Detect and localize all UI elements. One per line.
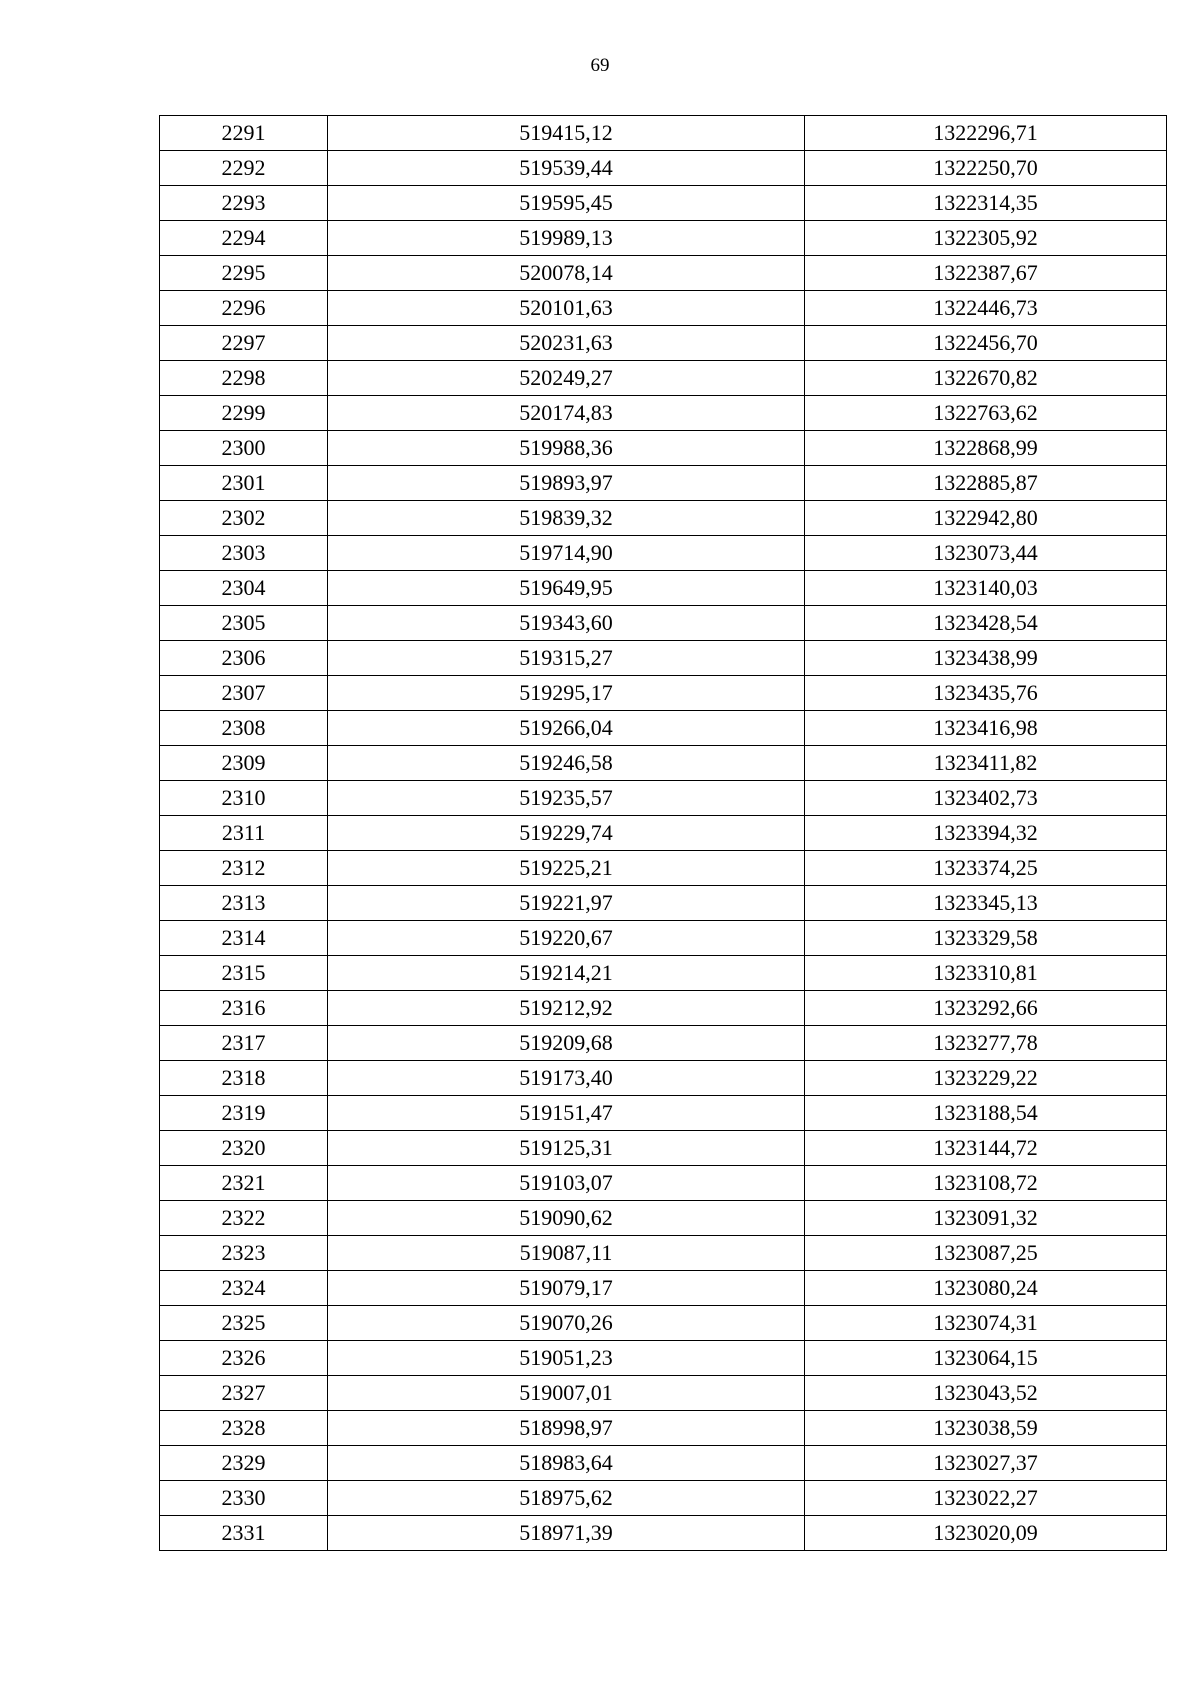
table-row	[160, 746, 1167, 781]
table-row	[160, 886, 1167, 921]
point-number-cell: 2298	[160, 361, 328, 396]
point-number-cell: 2326	[160, 1341, 328, 1376]
table-row	[160, 1306, 1167, 1341]
table-row	[160, 291, 1167, 326]
x-coordinate-cell: 519649,95	[328, 571, 805, 606]
table-row	[160, 816, 1167, 851]
y-coordinate-cell: 1323438,99	[805, 641, 1167, 676]
point-number-cell: 2303	[160, 536, 328, 571]
x-coordinate-cell: 519539,44	[328, 151, 805, 186]
x-coordinate-cell: 519415,12	[328, 116, 805, 151]
y-coordinate-cell: 1323020,09	[805, 1516, 1167, 1551]
table-row	[160, 186, 1167, 221]
point-number-cell: 2304	[160, 571, 328, 606]
y-coordinate-cell: 1323087,25	[805, 1236, 1167, 1271]
y-coordinate-cell: 1323144,72	[805, 1131, 1167, 1166]
table-row	[160, 1516, 1167, 1551]
table-row	[160, 1026, 1167, 1061]
point-number-cell: 2314	[160, 921, 328, 956]
point-number-cell: 2299	[160, 396, 328, 431]
x-coordinate-cell: 519070,26	[328, 1306, 805, 1341]
x-coordinate-cell: 519714,90	[328, 536, 805, 571]
y-coordinate-cell: 1323091,32	[805, 1201, 1167, 1236]
page-number: 69	[590, 55, 610, 76]
y-coordinate-cell: 1323022,27	[805, 1481, 1167, 1516]
y-coordinate-cell: 1322305,92	[805, 221, 1167, 256]
table-row	[160, 1131, 1167, 1166]
y-coordinate-cell: 1322763,62	[805, 396, 1167, 431]
table-row	[160, 781, 1167, 816]
table-row	[160, 851, 1167, 886]
table-row	[160, 536, 1167, 571]
y-coordinate-cell: 1323188,54	[805, 1096, 1167, 1131]
table-row	[160, 1271, 1167, 1306]
point-number-cell: 2291	[160, 116, 328, 151]
y-coordinate-cell: 1322456,70	[805, 326, 1167, 361]
point-number-cell: 2325	[160, 1306, 328, 1341]
x-coordinate-cell: 520231,63	[328, 326, 805, 361]
y-coordinate-cell: 1323428,54	[805, 606, 1167, 641]
x-coordinate-cell: 519893,97	[328, 466, 805, 501]
x-coordinate-cell: 519988,36	[328, 431, 805, 466]
point-number-cell: 2319	[160, 1096, 328, 1131]
table-row	[160, 466, 1167, 501]
y-coordinate-cell: 1322942,80	[805, 501, 1167, 536]
x-coordinate-cell: 519295,17	[328, 676, 805, 711]
x-coordinate-cell: 519209,68	[328, 1026, 805, 1061]
table-row	[160, 711, 1167, 746]
x-coordinate-cell: 519090,62	[328, 1201, 805, 1236]
x-coordinate-cell: 518975,62	[328, 1481, 805, 1516]
x-coordinate-cell: 519220,67	[328, 921, 805, 956]
point-number-cell: 2296	[160, 291, 328, 326]
table-row	[160, 501, 1167, 536]
point-number-cell: 2306	[160, 641, 328, 676]
y-coordinate-cell: 1322670,82	[805, 361, 1167, 396]
x-coordinate-cell: 518983,64	[328, 1446, 805, 1481]
table-row	[160, 116, 1167, 151]
x-coordinate-cell: 519151,47	[328, 1096, 805, 1131]
y-coordinate-cell: 1323402,73	[805, 781, 1167, 816]
x-coordinate-cell: 518971,39	[328, 1516, 805, 1551]
y-coordinate-cell: 1323374,25	[805, 851, 1167, 886]
y-coordinate-cell: 1323411,82	[805, 746, 1167, 781]
y-coordinate-cell: 1323310,81	[805, 956, 1167, 991]
coordinates-table	[159, 115, 1167, 1551]
point-number-cell: 2297	[160, 326, 328, 361]
x-coordinate-cell: 519214,21	[328, 956, 805, 991]
table-row	[160, 326, 1167, 361]
x-coordinate-cell: 519595,45	[328, 186, 805, 221]
table-row	[160, 921, 1167, 956]
y-coordinate-cell: 1323140,03	[805, 571, 1167, 606]
point-number-cell: 2331	[160, 1516, 328, 1551]
point-number-cell: 2292	[160, 151, 328, 186]
table-row	[160, 1096, 1167, 1131]
table-row	[160, 606, 1167, 641]
y-coordinate-cell: 1323345,13	[805, 886, 1167, 921]
table-row	[160, 431, 1167, 466]
point-number-cell: 2313	[160, 886, 328, 921]
point-number-cell: 2307	[160, 676, 328, 711]
x-coordinate-cell: 519839,32	[328, 501, 805, 536]
point-number-cell: 2316	[160, 991, 328, 1026]
point-number-cell: 2322	[160, 1201, 328, 1236]
table-row	[160, 1411, 1167, 1446]
point-number-cell: 2329	[160, 1446, 328, 1481]
x-coordinate-cell: 519315,27	[328, 641, 805, 676]
table-row	[160, 256, 1167, 291]
y-coordinate-cell: 1323073,44	[805, 536, 1167, 571]
point-number-cell: 2330	[160, 1481, 328, 1516]
y-coordinate-cell: 1322446,73	[805, 291, 1167, 326]
table-row	[160, 641, 1167, 676]
y-coordinate-cell: 1323043,52	[805, 1376, 1167, 1411]
table-row	[160, 571, 1167, 606]
table-row	[160, 1061, 1167, 1096]
x-coordinate-cell: 519246,58	[328, 746, 805, 781]
point-number-cell: 2308	[160, 711, 328, 746]
y-coordinate-cell: 1323229,22	[805, 1061, 1167, 1096]
y-coordinate-cell: 1322314,35	[805, 186, 1167, 221]
point-number-cell: 2320	[160, 1131, 328, 1166]
point-number-cell: 2317	[160, 1026, 328, 1061]
table-row	[160, 1446, 1167, 1481]
point-number-cell: 2293	[160, 186, 328, 221]
x-coordinate-cell: 519343,60	[328, 606, 805, 641]
y-coordinate-cell: 1323435,76	[805, 676, 1167, 711]
point-number-cell: 2302	[160, 501, 328, 536]
table-row	[160, 1236, 1167, 1271]
point-number-cell: 2309	[160, 746, 328, 781]
x-coordinate-cell: 519007,01	[328, 1376, 805, 1411]
y-coordinate-cell: 1323027,37	[805, 1446, 1167, 1481]
x-coordinate-cell: 519235,57	[328, 781, 805, 816]
x-coordinate-cell: 519989,13	[328, 221, 805, 256]
x-coordinate-cell: 519266,04	[328, 711, 805, 746]
table-row	[160, 1201, 1167, 1236]
point-number-cell: 2315	[160, 956, 328, 991]
x-coordinate-cell: 519173,40	[328, 1061, 805, 1096]
point-number-cell: 2327	[160, 1376, 328, 1411]
y-coordinate-cell: 1323064,15	[805, 1341, 1167, 1376]
table-row	[160, 1481, 1167, 1516]
x-coordinate-cell: 519103,07	[328, 1166, 805, 1201]
table-row	[160, 991, 1167, 1026]
point-number-cell: 2311	[160, 816, 328, 851]
point-number-cell: 2321	[160, 1166, 328, 1201]
y-coordinate-cell: 1323292,66	[805, 991, 1167, 1026]
point-number-cell: 2300	[160, 431, 328, 466]
y-coordinate-cell: 1323416,98	[805, 711, 1167, 746]
point-number-cell: 2310	[160, 781, 328, 816]
x-coordinate-cell: 519229,74	[328, 816, 805, 851]
y-coordinate-cell: 1323038,59	[805, 1411, 1167, 1446]
y-coordinate-cell: 1323080,24	[805, 1271, 1167, 1306]
y-coordinate-cell: 1322885,87	[805, 466, 1167, 501]
table-row	[160, 676, 1167, 711]
table-row	[160, 1376, 1167, 1411]
table-row	[160, 361, 1167, 396]
point-number-cell: 2295	[160, 256, 328, 291]
x-coordinate-cell: 519051,23	[328, 1341, 805, 1376]
table-row	[160, 151, 1167, 186]
point-number-cell: 2324	[160, 1271, 328, 1306]
coordinates-table-body	[160, 116, 1167, 1551]
x-coordinate-cell: 520249,27	[328, 361, 805, 396]
x-coordinate-cell: 519225,21	[328, 851, 805, 886]
table-row	[160, 1341, 1167, 1376]
point-number-cell: 2318	[160, 1061, 328, 1096]
y-coordinate-cell: 1323394,32	[805, 816, 1167, 851]
point-number-cell: 2294	[160, 221, 328, 256]
x-coordinate-cell: 520078,14	[328, 256, 805, 291]
y-coordinate-cell: 1322387,67	[805, 256, 1167, 291]
x-coordinate-cell: 520174,83	[328, 396, 805, 431]
y-coordinate-cell: 1323277,78	[805, 1026, 1167, 1061]
table-row	[160, 221, 1167, 256]
x-coordinate-cell: 518998,97	[328, 1411, 805, 1446]
x-coordinate-cell: 520101,63	[328, 291, 805, 326]
y-coordinate-cell: 1322868,99	[805, 431, 1167, 466]
y-coordinate-cell: 1323108,72	[805, 1166, 1167, 1201]
x-coordinate-cell: 519125,31	[328, 1131, 805, 1166]
y-coordinate-cell: 1322296,71	[805, 116, 1167, 151]
x-coordinate-cell: 519079,17	[328, 1271, 805, 1306]
table-row	[160, 956, 1167, 991]
point-number-cell: 2305	[160, 606, 328, 641]
y-coordinate-cell: 1323074,31	[805, 1306, 1167, 1341]
y-coordinate-cell: 1323329,58	[805, 921, 1167, 956]
table-row	[160, 396, 1167, 431]
x-coordinate-cell: 519087,11	[328, 1236, 805, 1271]
x-coordinate-cell: 519221,97	[328, 886, 805, 921]
point-number-cell: 2323	[160, 1236, 328, 1271]
point-number-cell: 2301	[160, 466, 328, 501]
x-coordinate-cell: 519212,92	[328, 991, 805, 1026]
table-row	[160, 1166, 1167, 1201]
point-number-cell: 2328	[160, 1411, 328, 1446]
point-number-cell: 2312	[160, 851, 328, 886]
y-coordinate-cell: 1322250,70	[805, 151, 1167, 186]
